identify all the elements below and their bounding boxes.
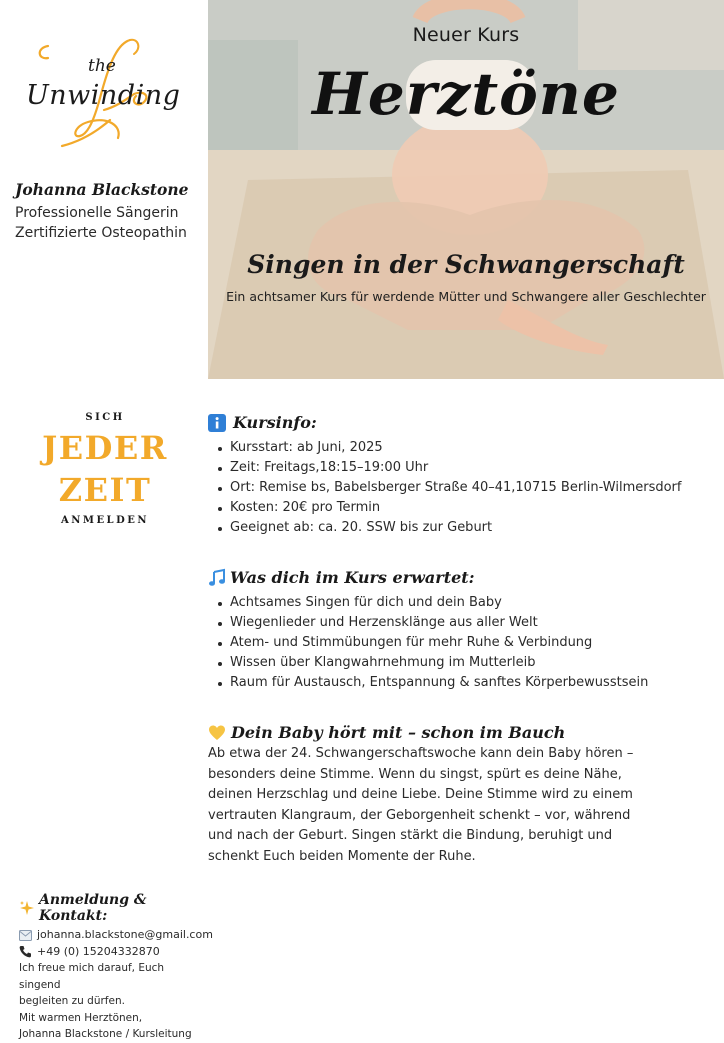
- contact-phone[interactable]: +49 (0) 15204332870: [37, 944, 160, 958]
- list-item: Atem- und Stimmübungen für mehr Ruhe & Verbindung: [216, 633, 708, 653]
- contact-block: [19, 892, 213, 1043]
- logo-the: the: [88, 56, 116, 76]
- section-baby: [208, 723, 708, 867]
- contact-line: Mit warmen Herztönen,: [19, 1011, 143, 1024]
- list-item: Geeignet ab: ca. 20. SSW bis zur Geburt: [216, 518, 708, 538]
- erwartet-list: [216, 593, 708, 693]
- badge-line2: ZEIT: [58, 471, 152, 509]
- kursinfo-heading-text: Kursinfo:: [233, 413, 317, 432]
- contact-heading-text: Anmeldung & Kontakt:: [39, 892, 147, 924]
- list-item: Kosten: 20€ pro Termin: [216, 498, 708, 518]
- email-icon: [19, 930, 32, 941]
- phone-icon: [19, 945, 32, 958]
- contact-email[interactable]: johanna.blackstone@gmail.com: [37, 928, 213, 941]
- hero-kicker: Neuer Kurs: [412, 24, 520, 46]
- list-item: Achtsames Singen für dich und dein Baby: [216, 593, 708, 613]
- contact-line: Johanna Blackstone / Kursleitung: [19, 1028, 192, 1040]
- hero-description: Ein achtsamer Kurs für werdende Mütter und Schwangere aller Geschlechter: [226, 289, 706, 304]
- list-item: Ort: Remise bs, Babelsberger Straße 40–41,10715 Berlin-Wilmersdorf: [216, 478, 708, 498]
- list-item: Wissen über Klangwahrnehmung im Mutterleib: [216, 653, 708, 673]
- hero-image: [208, 0, 724, 379]
- author-block: [15, 180, 189, 243]
- author-name: Johanna Blackstone: [15, 180, 189, 199]
- baby-heading: [208, 723, 708, 742]
- author-role: Zertifizierte Osteopathin: [15, 225, 187, 241]
- author-role: Professionelle Sängerin: [15, 205, 179, 221]
- list-item: Kursstart: ab Juni, 2025: [216, 438, 708, 458]
- baby-heading-text: Dein Baby hört mit – schon im Bauch: [231, 723, 566, 742]
- contact-heading: [19, 892, 204, 924]
- list-item: Wiegenlieder und Herzensklänge aus aller Welt: [216, 613, 708, 633]
- hero-title: Herztöne: [312, 60, 620, 128]
- kursinfo-list: [216, 438, 708, 538]
- contact-phone-row: [19, 944, 204, 961]
- section-kursinfo: [208, 413, 708, 538]
- contact-line: Ich freue mich darauf, Euch singend: [19, 962, 165, 991]
- kursinfo-heading: [208, 413, 708, 432]
- contact-line: begleiten zu dürfen.: [19, 995, 125, 1007]
- erwartet-heading: [208, 568, 708, 587]
- logo: [18, 38, 188, 148]
- logo-name: Unwinding: [26, 80, 181, 111]
- pregnant-woman-photo: [208, 0, 724, 379]
- section-erwartet: [208, 568, 708, 693]
- music-note-icon: [208, 569, 226, 587]
- hero-subtitle: Singen in der Schwangerschaft: [247, 250, 685, 279]
- list-item: Zeit: Freitags,18:15–19:00 Uhr: [216, 458, 708, 478]
- erwartet-heading-text: Was dich im Kurs erwartet:: [230, 568, 475, 587]
- badge-bottom: ANMELDEN: [60, 515, 150, 526]
- sparkles-icon: [19, 900, 35, 916]
- contact-email-row: [19, 927, 213, 944]
- heart-icon: [208, 724, 226, 742]
- info-icon: [208, 414, 226, 432]
- badge-line1: JEDER: [42, 429, 168, 467]
- registration-badge: [30, 412, 180, 526]
- baby-paragraph: Ab etwa der 24. Schwangerschaftswoche kann dein Baby hören – besonders deine Stimme. Wenn du singst, spürt es deine Nähe, deinen Herzschlag und deine Liebe. Deine Stimme wird zu einem vertrauten Klangraum, der Geborgenheit schenkt – vor, während und nach der Geburt. Singen stärkt die Bindung, beruhigt und schenkt Euch beiden Momente der Ruhe.: [208, 746, 634, 864]
- list-item: Raum für Austausch, Entspannung & sanftes Körperbewusstsein: [216, 673, 708, 693]
- badge-top: SICH: [85, 412, 125, 423]
